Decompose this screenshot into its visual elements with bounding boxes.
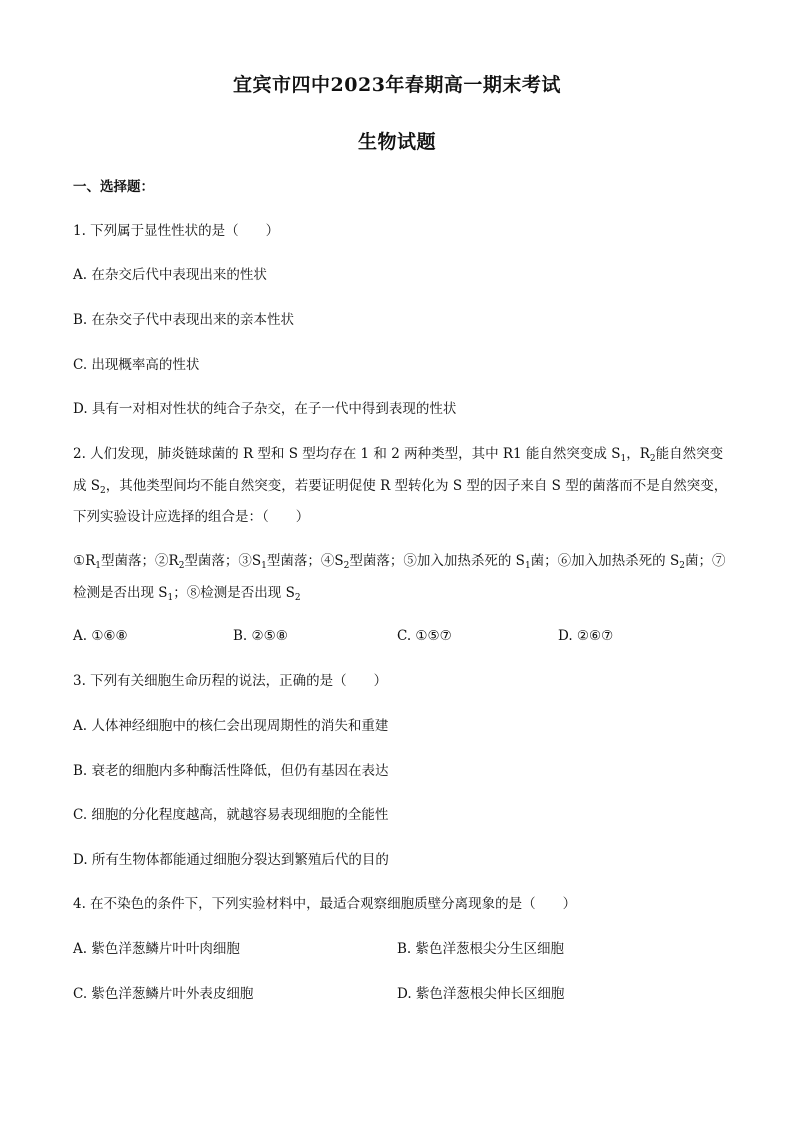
q2-l4c: 型菌落；③S [184, 553, 262, 569]
q2-items-line1 [73, 552, 733, 570]
q2-l1b: ，R [626, 446, 650, 462]
q2-stem-line3: 下列实验设计应选择的组合是：（ ） [73, 509, 310, 525]
q4-option-d: D. 紫色洋葱根尖伸长区细胞 [397, 986, 565, 1002]
q3-option-a: A. 人体神经细胞中的核仁会出现周期性的消失和重建 [73, 718, 389, 734]
sub-2: 2 [343, 561, 350, 571]
sub-1: 1 [95, 561, 102, 571]
q1-stem: 1. 下列属于显性性状的是（ ） [73, 223, 280, 239]
exam-title: 宜宾市四中2023年春期高一期末考试 [233, 74, 561, 96]
q1-option-b: B. 在杂交子代中表现出来的亲本性状 [73, 312, 295, 328]
q3-option-b: B. 衰老的细胞内多种酶活性降低，但仍有基因在表达 [73, 763, 389, 779]
sub-2: 2 [294, 593, 301, 603]
q4-option-a: A. 紫色洋葱鳞片叶叶肉细胞 [73, 941, 240, 957]
q4-option-c: C. 紫色洋葱鳞片叶外表皮细胞 [73, 986, 254, 1002]
q2-option-c: C. ①⑤⑦ [397, 628, 452, 644]
q2-l4f: 菌；⑥加入加热杀死的 S [530, 553, 680, 569]
q2-l1a: 2. 人们发现，肺炎链球菌的 R 型和 S 型均存在 1 和 2 两种类型，其中 R1 能自然突变成 S [73, 446, 621, 462]
sub-2: 2 [178, 561, 185, 571]
sub-1: 1 [524, 561, 531, 571]
q2-option-a: A. ①⑥⑧ [73, 628, 128, 644]
sub-2: 2 [679, 561, 685, 571]
q1-option-d: D. 具有一对相对性状的纯合子杂交，在子一代中得到表现的性状 [73, 401, 457, 417]
exam-subtitle: 生物试题 [357, 131, 436, 153]
q1-option-c: C. 出现概率高的性状 [73, 357, 200, 373]
q2-option-b: B. ②⑤⑧ [233, 628, 288, 644]
sub-1: 1 [261, 561, 267, 571]
q1-option-a: A. 在杂交后代中表现出来的性状 [73, 267, 267, 283]
sub-2: 2 [649, 454, 656, 464]
sub-2: 2 [100, 486, 106, 496]
q3-option-c: C. 细胞的分化程度越高，就越容易表现细胞的全能性 [73, 807, 389, 823]
q4-stem: 4. 在不染色的条件下，下列实验材料中，最适合观察细胞质壁分离现象的是（ ） [73, 896, 577, 912]
q2-l4g: 菌；⑦ [684, 553, 726, 569]
q2-l1c: 能自然突变 [655, 446, 724, 462]
q2-l2a: 成 S [73, 478, 101, 494]
q3-option-d: D. 所有生物体都能通过细胞分裂达到繁殖后代的目的 [73, 852, 389, 868]
section-heading: 一、选择题： [73, 179, 154, 195]
q3-stem: 3. 下列有关细胞生命历程的说法，正确的是（ ） [73, 673, 388, 689]
q2-l4b: 型菌落；②R [101, 553, 179, 569]
q2-stem-line1 [73, 445, 733, 463]
q2-l4e: 型菌落；⑤加入加热杀死的 S [349, 553, 525, 569]
q2-l5a: 检测是否出现 S [73, 585, 168, 601]
q2-items-line2 [73, 584, 733, 602]
q2-stem-line2 [73, 477, 733, 495]
q2-l4d: 型菌落；④S [266, 553, 344, 569]
q2-l2b: ，其他类型间均不能自然突变，若要证明促使 R 型转化为 S 型的因子来自 S 型的菌落而不是自然突变， [105, 478, 728, 494]
q2-l5b: ；⑧检测是否出现 S [173, 585, 295, 601]
q2-l4a: ①R [73, 553, 96, 569]
q4-option-b: B. 紫色洋葱根尖分生区细胞 [397, 941, 565, 957]
sub-1: 1 [167, 593, 174, 603]
sub-1: 1 [620, 454, 627, 464]
q2-option-d: D. ②⑥⑦ [558, 628, 614, 644]
